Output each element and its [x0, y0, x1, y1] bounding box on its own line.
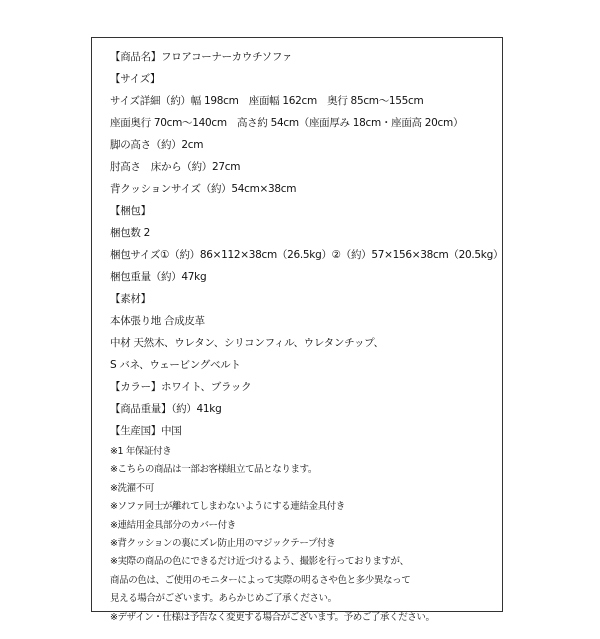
- size-detail-line: サイズ詳細（約）幅 198cm 座面幅 162cm 奥行 85cm～155cm: [110, 95, 424, 107]
- note-item: ※背クッションの裏にズレ防止用のマジックテープ付き: [110, 537, 336, 549]
- note-item: ※洗濯不可: [110, 482, 154, 494]
- note-item: ※連結用金具部分のカバー付き: [110, 519, 236, 531]
- note-item: ※実際の商品の色にできるだけ近づけるよう、撮影を行っておりますが、: [110, 556, 409, 568]
- size-heading: 【サイズ】: [110, 73, 161, 85]
- product-spec-box: [91, 37, 504, 623]
- notes-list: [110, 443, 498, 627]
- product-weight-line: 【商品重量】（約）41kg: [110, 403, 222, 415]
- seat-depth-line: 座面奥行 70cm～140cm 高さ約 54cm（座面厚み 18cm・座面高 20cm）: [110, 117, 464, 129]
- color-line: 【カラー】ホワイト、ブラック: [110, 381, 252, 393]
- note-item: 見える場合がございます。あらかじめご了承ください。: [110, 593, 337, 605]
- note-item: 商品の色は、ご使用のモニターによって実際の明るさや色と多少異なって: [110, 574, 411, 586]
- upholstery-line: 本体張り地 合成皮革: [110, 315, 205, 327]
- origin-line: 【生産国】中国: [110, 425, 182, 437]
- package-size-line: 梱包サイズ①（約）86×112×38cm（26.5kg）②（約）57×156×38cm（20.5kg）: [110, 249, 504, 261]
- note-item: ※ソファ同士が離れてしまわないようにする連結金具付き: [110, 501, 345, 513]
- back-cushion-size-line: 背クッションサイズ（約）54cm×38cm: [110, 183, 297, 195]
- leg-height-line: 脚の高さ（約）2cm: [110, 139, 204, 151]
- product-name-line: 【商品名】フロアコーナーカウチソファ: [110, 51, 293, 63]
- package-weight-line: 梱包重量（約）47kg: [110, 271, 207, 283]
- material-heading: 【素材】: [110, 293, 151, 305]
- spec-lines: [110, 46, 504, 627]
- note-item: ※1 年保証付き: [110, 446, 172, 457]
- armrest-height-line: 肘高さ 床から（約）27cm: [110, 161, 241, 173]
- filling-line-continued: S バネ、ウェービングベルト: [110, 359, 241, 371]
- packaging-heading: 【梱包】: [110, 205, 151, 217]
- note-item: ※デザイン・仕様は予告なく変更する場合がございます。予めご了承ください。: [110, 611, 435, 623]
- package-count-line: 梱包数 2: [110, 227, 151, 239]
- note-item: ※こちらの商品は一部お客様組立て品となります。: [110, 464, 318, 476]
- filling-line: 中材 天然木、ウレタン、シリコンフィル、ウレタンチップ、: [110, 337, 384, 349]
